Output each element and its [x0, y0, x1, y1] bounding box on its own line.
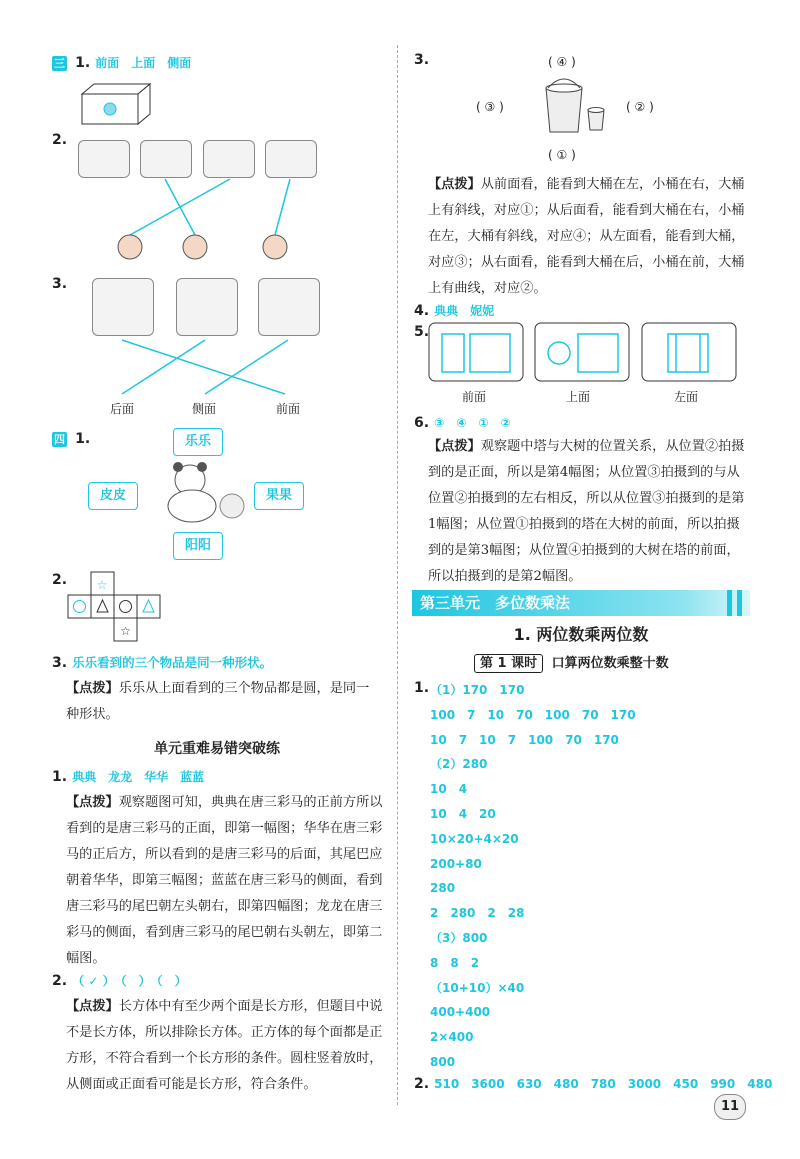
- svg-text:☆: ☆: [96, 578, 108, 592]
- position-top: ( ④ ): [548, 55, 576, 69]
- label-left-view: 左面: [674, 390, 699, 404]
- q3-connector-lines: [110, 338, 320, 398]
- tip-tag: 【点拨】: [428, 439, 481, 454]
- panda-with-objects: [150, 458, 250, 526]
- position-left: ( ③ ): [476, 100, 504, 114]
- q1-answer: 前面 上面 侧面: [95, 56, 192, 70]
- question-number: 6.: [414, 415, 430, 431]
- r-q4-answer: 典典 妮妮: [434, 304, 495, 318]
- tip-text: 长方体中有至少两个面是长方形，但题目中说不是长方体，所以排除长方体。正方体的每个面都是正方形，不符合看到一个长方形的条件。圆柱竖着放时，从侧面或正面看可能是长方形，符合条件。: [66, 999, 383, 1092]
- r-q3-number: 3.: [414, 52, 430, 68]
- b1: [52, 766, 204, 785]
- lesson-tag: 第 1 课时: [474, 654, 543, 673]
- name-box-bottom: 阳阳: [173, 532, 223, 560]
- sec4-q3-answer: 乐乐看到的三个物品是同一种形状。: [72, 655, 273, 670]
- unit-banner: [412, 590, 750, 616]
- label-top-view: 上面: [566, 390, 591, 404]
- sec4-q3-tip: [66, 676, 382, 728]
- position-right: ( ② ): [626, 100, 654, 114]
- question-number: 2.: [52, 973, 68, 989]
- tip-tag: 【点拨】: [66, 999, 119, 1014]
- banner-stripe: [737, 590, 742, 616]
- r-q5-number: 5.: [414, 324, 430, 340]
- position-bottom: ( ① ): [548, 148, 576, 162]
- label-back: 后面: [110, 402, 135, 416]
- answer-line: 800: [430, 1054, 456, 1069]
- tip-text: 乐乐从上面看到的三个物品都是圆，是同一种形状。: [66, 681, 370, 722]
- q2-connector-lines: [100, 175, 330, 265]
- name-box-left: 皮皮: [88, 482, 138, 510]
- sec4-q3: [52, 652, 272, 671]
- panda-view-2: [140, 140, 192, 178]
- tip-text: 观察题图可知，典典在唐三彩马的正前方所以看到的是唐三彩马的正面，即第一幅图；华华在唐三彩马的正后方，所以看到的是唐三彩马的后面，其尾巴应朝着华华，即第三幅图；蓝蓝在唐三彩马的侧面，看到唐三彩马的尾巴朝左头朝右，即第四幅图；龙龙在唐三彩马的侧面，看到唐三彩马的尾巴朝右头朝左，即第二幅图。: [66, 795, 383, 966]
- question-number: 1.: [75, 431, 91, 447]
- tip-tag: 【点拨】: [66, 681, 119, 696]
- b1-answer: 典典 龙龙 华华 蓝蓝: [72, 770, 205, 784]
- p2-answer: 510 3600 630 480 780 3000 450 990 480: [434, 1077, 773, 1091]
- b1-tip: [66, 790, 384, 972]
- section-marker-four: 四: [54, 433, 65, 446]
- kids-photo-2: [176, 278, 238, 336]
- tip-text: 从前面看，能看到大桶在左，小桶在右，大桶上有斜线，对应①；从后面看，能看到大桶在右，小桶在左，大桶有斜线，对应④；从左面看，能看到大桶，对应③；从右面看，能看到大桶在后，小桶在前，大桶上有曲线，对应②。: [428, 177, 745, 296]
- question-number: 1.: [52, 769, 68, 785]
- answer-line: 10 7 10 7 100 70 170: [430, 732, 619, 747]
- answer-line: （2）280: [430, 757, 488, 772]
- cube-figure: [80, 82, 152, 126]
- r-q6-tip: [428, 434, 750, 590]
- buckets-figure: [540, 78, 620, 138]
- label-front: 前面: [276, 402, 301, 416]
- r-q4: [414, 300, 494, 319]
- answer-line: 10 4: [430, 782, 468, 797]
- name-box-right: 果果: [254, 482, 304, 510]
- sec3-q1: [52, 52, 191, 71]
- r-q6-answer: ③ ④ ① ②: [434, 416, 511, 430]
- column-divider: [397, 45, 398, 1105]
- panda-view-1: [78, 140, 130, 178]
- kids-photo-3: [258, 278, 320, 336]
- answer-line: 280: [430, 881, 456, 896]
- name-box-top: 乐乐: [173, 428, 223, 456]
- lesson-subtitle: 口算两位数乘整十数: [551, 656, 669, 671]
- answer-line: 200+80: [430, 856, 482, 871]
- lesson-heading: [474, 652, 669, 671]
- panda-view-3: [203, 140, 255, 178]
- section-marker-three: 三: [54, 57, 65, 70]
- sec4-q2-number: 2.: [52, 572, 68, 588]
- tip-text: 观察题中塔与大树的位置关系，从位置②拍摄到的是正面，所以是第4幅图；从位置③拍摄到的与从位置②拍摄到的左右相反，所以从位置③拍摄到的是第1幅图；从位置①拍摄到的塔在大树的前面，所以拍摄到的是第3幅图；从位置④拍摄到的大树在塔的前面，所以拍摄到的是第2幅图。: [428, 439, 745, 584]
- question-number: 2.: [414, 1076, 430, 1092]
- answer-line: 8 8 2: [430, 955, 480, 970]
- answer-line: 2 280 2 28: [430, 906, 525, 921]
- r-q6: [414, 412, 511, 431]
- answer-line: 2×400: [430, 1030, 474, 1045]
- p1-answers: [430, 678, 636, 1075]
- answer-line: （1）170 170: [430, 683, 525, 697]
- unit-title: 第三单元 多位数乘法: [420, 594, 571, 612]
- answer-line: 100 7 10 70 100 70 170: [430, 707, 636, 722]
- question-number: 1.: [75, 55, 91, 71]
- p1-number: 1.: [414, 680, 430, 696]
- tip-tag: 【点拨】: [66, 795, 119, 810]
- three-views-figure: [428, 322, 750, 384]
- cube-net-figure: [66, 570, 166, 642]
- p2: [414, 1073, 772, 1092]
- b2: [52, 970, 187, 989]
- label-front-view: 前面: [462, 390, 487, 404]
- r-q3-tip: [428, 172, 750, 302]
- label-side: 侧面: [192, 402, 217, 416]
- question-number: 3.: [52, 655, 68, 671]
- lesson-title: 1. 两位数乘两位数: [513, 625, 649, 644]
- answer-line: 10×20+4×20: [430, 831, 519, 846]
- panda-view-4: [265, 140, 317, 178]
- breakthrough-title: 单元重难易错突破练: [154, 741, 280, 757]
- tip-tag: 【点拨】: [428, 177, 481, 192]
- b2-answer: （ ✓ ） （ ） （ ）: [72, 974, 187, 988]
- q2-number: 2.: [52, 132, 68, 148]
- question-number: 4.: [414, 303, 430, 319]
- b2-tip: [66, 994, 384, 1098]
- answer-line: （10+10）×40: [430, 980, 525, 995]
- sec4-q1: [52, 428, 90, 447]
- svg-text:☆: ☆: [120, 624, 131, 638]
- answer-line: 400+400: [430, 1005, 491, 1020]
- kids-photo-1: [92, 278, 154, 336]
- answer-line: （3）800: [430, 930, 488, 945]
- banner-stripe: [727, 590, 732, 616]
- answer-line: 10 4 20: [430, 806, 496, 821]
- page-number: 11: [714, 1094, 746, 1120]
- q3-number: 3.: [52, 276, 68, 292]
